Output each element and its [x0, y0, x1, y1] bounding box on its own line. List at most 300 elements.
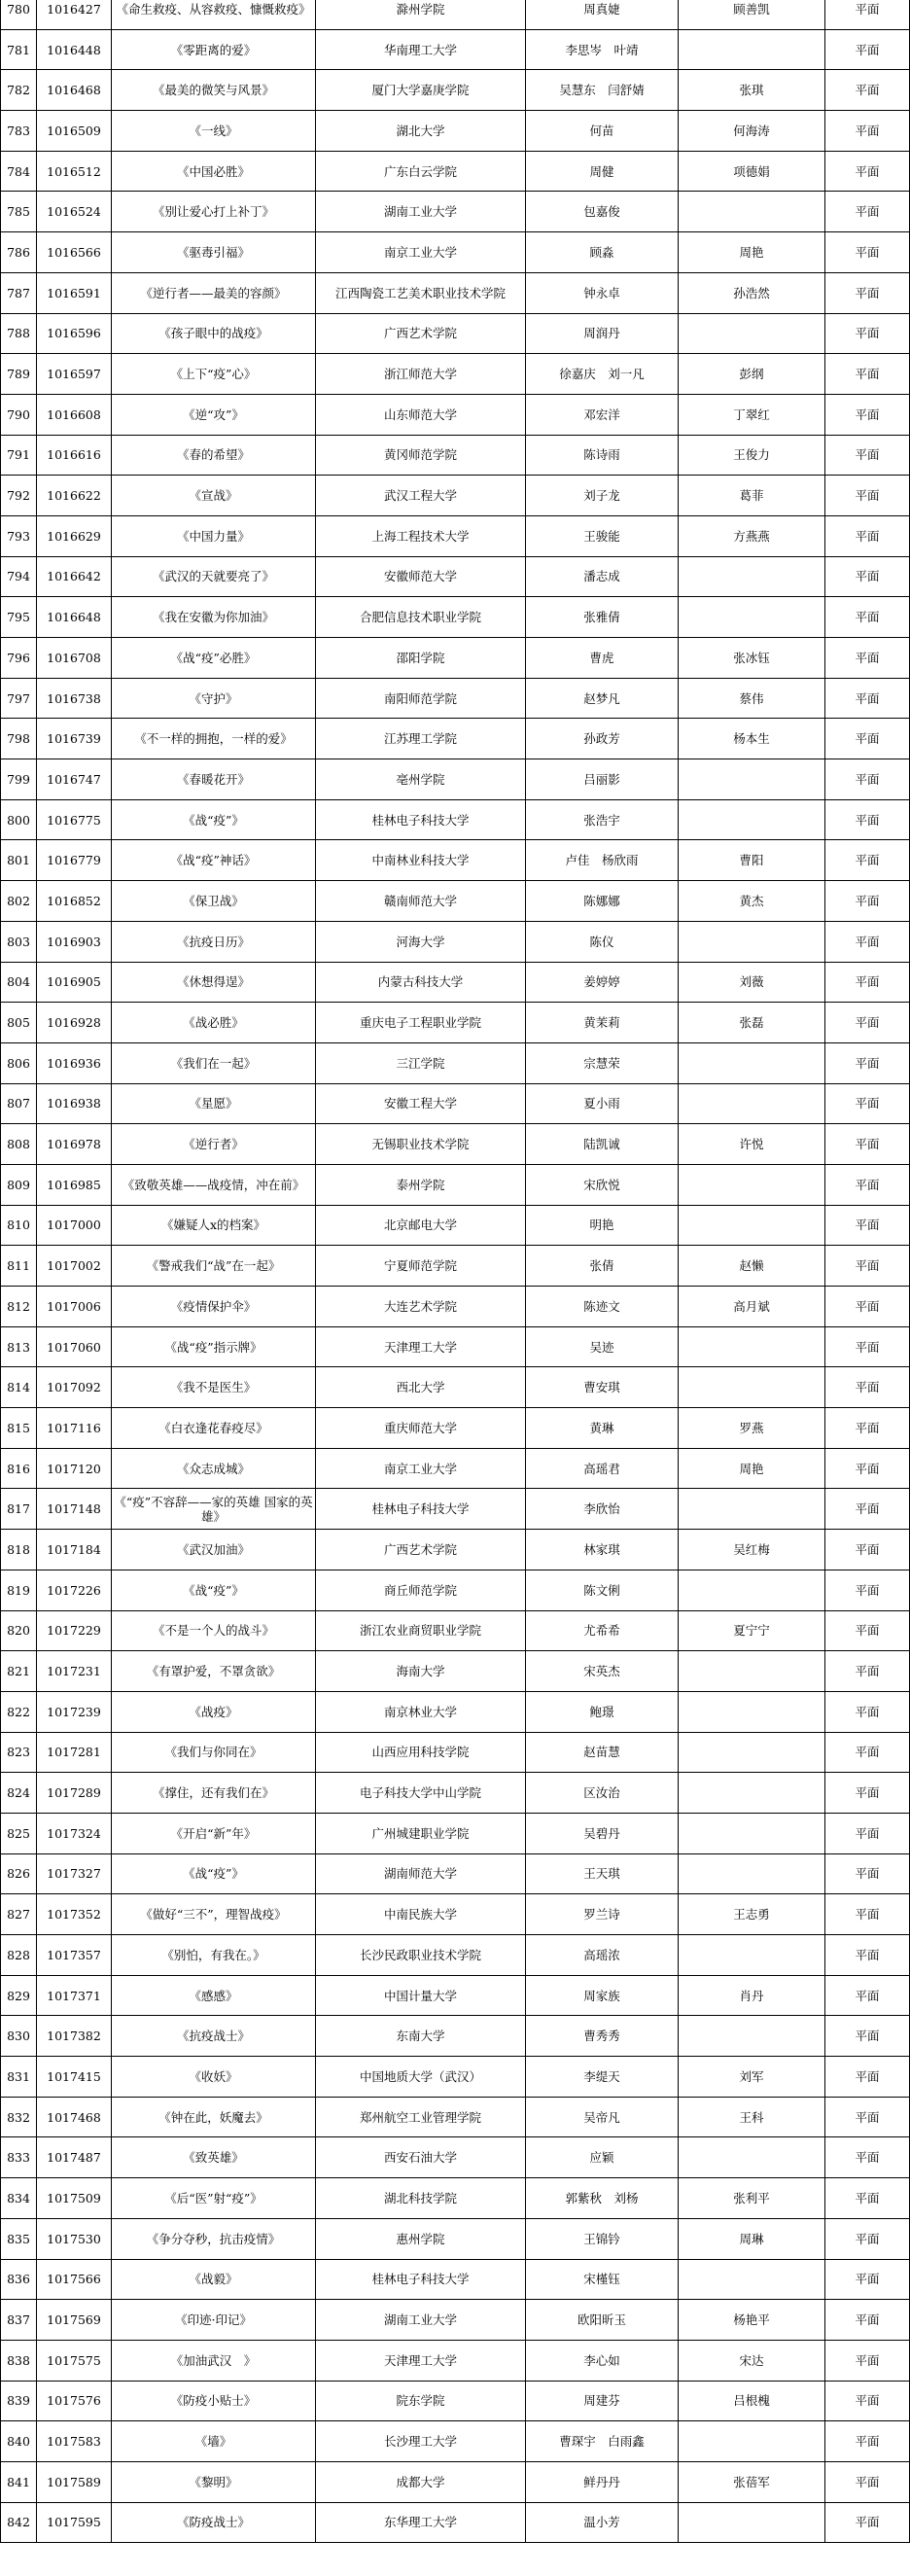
advisor-name: 彭纲	[679, 354, 825, 395]
entry-id: 1016468	[37, 70, 112, 111]
work-title: 《战疫》	[112, 1691, 316, 1732]
advisor-name	[679, 799, 825, 840]
category: 平面	[825, 1246, 910, 1287]
work-title: 《后“医”射“疫”》	[112, 2178, 316, 2219]
author-names: 张倩	[526, 1246, 679, 1287]
advisor-name: 张蓓军	[679, 2461, 825, 2502]
author-names: 曹虎	[526, 638, 679, 679]
author-names: 陆凯诚	[526, 1124, 679, 1165]
school-name: 天津理工大学	[316, 1326, 526, 1367]
school-name: 湖北大学	[316, 111, 526, 152]
table-row	[1, 1935, 910, 1976]
school-name: 湖南工业大学	[316, 2300, 526, 2341]
category: 平面	[825, 1975, 910, 2016]
table-row	[1, 556, 910, 597]
category: 平面	[825, 1813, 910, 1853]
row-number: 830	[1, 2016, 37, 2057]
row-number: 806	[1, 1042, 37, 1083]
school-name: 湖北科技学院	[316, 2178, 526, 2219]
entry-id: 1017148	[37, 1489, 112, 1530]
advisor-name: 周艳	[679, 1448, 825, 1489]
table-row	[1, 2340, 910, 2381]
school-name: 江西陶瓷工艺美术职业技术学院	[316, 272, 526, 313]
school-name: 浙江农业商贸职业学院	[316, 1610, 526, 1651]
row-number: 793	[1, 515, 37, 556]
work-title: 《星愿》	[112, 1083, 316, 1124]
work-title: 《致敬英雄——战疫情，冲在前》	[112, 1164, 316, 1205]
school-name: 安徽师范大学	[316, 556, 526, 597]
row-number: 787	[1, 272, 37, 313]
entry-id: 1017006	[37, 1287, 112, 1327]
table-row	[1, 1164, 910, 1205]
advisor-name: 张冰钰	[679, 638, 825, 679]
entry-id: 1016936	[37, 1042, 112, 1083]
row-number: 839	[1, 2381, 37, 2421]
author-names: 吴帝凡	[526, 2097, 679, 2137]
work-title: 《最美的微笑与风景》	[112, 70, 316, 111]
advisor-name	[679, 1935, 825, 1976]
work-title: 《战“疫”》	[112, 1853, 316, 1894]
row-number: 796	[1, 638, 37, 679]
row-number: 807	[1, 1083, 37, 1124]
school-name: 商丘师范学院	[316, 1570, 526, 1610]
school-name: 无锡职业技术学院	[316, 1124, 526, 1165]
row-number: 811	[1, 1246, 37, 1287]
category: 平面	[825, 597, 910, 638]
row-number: 798	[1, 719, 37, 759]
work-title: 《春暖花开》	[112, 759, 316, 800]
advisor-name	[679, 1570, 825, 1610]
table-row	[1, 2016, 910, 2057]
advisor-name	[679, 2137, 825, 2178]
work-title: 《战“疫”必胜》	[112, 638, 316, 679]
entry-id: 1017060	[37, 1326, 112, 1367]
entry-id: 1017226	[37, 1570, 112, 1610]
row-number: 802	[1, 881, 37, 922]
category: 平面	[825, 2137, 910, 2178]
category: 平面	[825, 394, 910, 435]
school-name: 江苏理工学院	[316, 719, 526, 759]
work-title: 《撑住，还有我们在》	[112, 1773, 316, 1814]
table-row	[1, 272, 910, 313]
advisor-name: 曹阳	[679, 840, 825, 881]
school-name: 湖南师范大学	[316, 1853, 526, 1894]
row-number: 836	[1, 2259, 37, 2300]
row-number: 841	[1, 2461, 37, 2502]
author-names: 钟永卓	[526, 272, 679, 313]
school-name: 湖南工业大学	[316, 192, 526, 232]
entry-id: 1016509	[37, 111, 112, 152]
row-number: 837	[1, 2300, 37, 2341]
author-names: 温小芳	[526, 2502, 679, 2543]
school-name: 浙江师范大学	[316, 354, 526, 395]
entry-id: 1017371	[37, 1975, 112, 2016]
author-names: 明艳	[526, 1205, 679, 1246]
row-number: 825	[1, 1813, 37, 1853]
author-names: 陈诗雨	[526, 435, 679, 476]
work-title: 《我在安徽为你加油》	[112, 597, 316, 638]
row-number: 801	[1, 840, 37, 881]
work-title: 《感感》	[112, 1975, 316, 2016]
work-title: 《零距离的爱》	[112, 29, 316, 70]
category: 平面	[825, 556, 910, 597]
school-name: 南京工业大学	[316, 1448, 526, 1489]
category: 平面	[825, 638, 910, 679]
table-row	[1, 2259, 910, 2300]
advisor-name	[679, 313, 825, 354]
category: 平面	[825, 2300, 910, 2341]
author-names: 王骏能	[526, 515, 679, 556]
advisor-name	[679, 1083, 825, 1124]
advisor-name	[679, 1367, 825, 1408]
advisor-name: 杨本生	[679, 719, 825, 759]
entry-id: 1017530	[37, 2218, 112, 2259]
advisor-name: 周艳	[679, 232, 825, 273]
category: 平面	[825, 272, 910, 313]
row-number: 840	[1, 2421, 37, 2462]
school-name: 东南大学	[316, 2016, 526, 2057]
work-title: 《印迹·印记》	[112, 2300, 316, 2341]
advisor-name: 杨艳平	[679, 2300, 825, 2341]
row-number: 819	[1, 1570, 37, 1610]
table-row	[1, 759, 910, 800]
row-number: 833	[1, 2137, 37, 2178]
category: 平面	[825, 840, 910, 881]
author-names: 吴迹	[526, 1326, 679, 1367]
entry-id: 1017000	[37, 1205, 112, 1246]
author-names: 吕丽影	[526, 759, 679, 800]
category: 平面	[825, 476, 910, 516]
category: 平面	[825, 1773, 910, 1814]
work-title: 《上下“疫”心》	[112, 354, 316, 395]
entry-id: 1017002	[37, 1246, 112, 1287]
school-name: 惠州学院	[316, 2218, 526, 2259]
table-row	[1, 151, 910, 192]
author-names: 赵梦凡	[526, 678, 679, 719]
row-number: 831	[1, 2057, 37, 2098]
advisor-name: 项德娟	[679, 151, 825, 192]
table-row	[1, 394, 910, 435]
category: 平面	[825, 1732, 910, 1773]
author-names: 卢佳 杨欣雨	[526, 840, 679, 881]
row-number: 790	[1, 394, 37, 435]
school-name: 海南大学	[316, 1651, 526, 1692]
work-title: 《不一样的拥抱，一样的爱》	[112, 719, 316, 759]
author-names: 曹琛宇 白雨鑫	[526, 2421, 679, 2462]
row-number: 794	[1, 556, 37, 597]
work-title: 《嫌疑人x的档案》	[112, 1205, 316, 1246]
work-title: 《黎明》	[112, 2461, 316, 2502]
table-row	[1, 2218, 910, 2259]
table-row	[1, 354, 910, 395]
table-row	[1, 29, 910, 70]
table-row	[1, 1894, 910, 1935]
entry-id: 1017595	[37, 2502, 112, 2543]
table-row	[1, 1651, 910, 1692]
author-names: 赵苗慧	[526, 1732, 679, 1773]
author-names: 尤希希	[526, 1610, 679, 1651]
table-row	[1, 1732, 910, 1773]
row-number: 797	[1, 678, 37, 719]
category: 平面	[825, 435, 910, 476]
advisor-name: 赵懒	[679, 1246, 825, 1287]
table-row	[1, 799, 910, 840]
author-names: 徐嘉庆 刘一凡	[526, 354, 679, 395]
entry-id: 1017184	[37, 1530, 112, 1570]
row-number: 788	[1, 313, 37, 354]
author-names: 陈仪	[526, 921, 679, 962]
author-names: 吴慧东 闫舒婧	[526, 70, 679, 111]
advisor-name	[679, 597, 825, 638]
category: 平面	[825, 2421, 910, 2462]
table-row	[1, 2461, 910, 2502]
entry-id: 1017569	[37, 2300, 112, 2341]
entry-id: 1017357	[37, 1935, 112, 1976]
row-number: 799	[1, 759, 37, 800]
category: 平面	[825, 1935, 910, 1976]
row-number: 820	[1, 1610, 37, 1651]
work-title: 《中国必胜》	[112, 151, 316, 192]
advisor-name: 蔡伟	[679, 678, 825, 719]
category: 平面	[825, 759, 910, 800]
row-number: 818	[1, 1530, 37, 1570]
row-number: 826	[1, 1853, 37, 1894]
work-title: 《钟在此，妖魔去》	[112, 2097, 316, 2137]
row-number: 834	[1, 2178, 37, 2219]
advisor-name: 张琪	[679, 70, 825, 111]
work-title: 《加油武汉 》	[112, 2340, 316, 2381]
entry-id: 1016427	[37, 0, 112, 29]
entry-id: 1017229	[37, 1610, 112, 1651]
school-name: 三江学院	[316, 1042, 526, 1083]
school-name: 西安石油大学	[316, 2137, 526, 2178]
school-name: 广州城建职业学院	[316, 1813, 526, 1853]
advisor-name	[679, 1489, 825, 1530]
table-row	[1, 2057, 910, 2098]
advisor-name	[679, 921, 825, 962]
table-row	[1, 515, 910, 556]
work-title: 《休想得逞》	[112, 962, 316, 1003]
row-number: 795	[1, 597, 37, 638]
school-name: 安徽工程大学	[316, 1083, 526, 1124]
advisor-name	[679, 1732, 825, 1773]
row-number: 815	[1, 1408, 37, 1449]
table-row	[1, 1975, 910, 2016]
row-number: 832	[1, 2097, 37, 2137]
table-row	[1, 313, 910, 354]
advisor-name	[679, 1205, 825, 1246]
school-name: 重庆师范大学	[316, 1408, 526, 1449]
table-row	[1, 1773, 910, 1814]
table-row	[1, 2300, 910, 2341]
category: 平面	[825, 1570, 910, 1610]
author-names: 林家琪	[526, 1530, 679, 1570]
school-name: 广东白云学院	[316, 151, 526, 192]
row-number: 829	[1, 1975, 37, 2016]
author-names: 周家族	[526, 1975, 679, 2016]
school-name: 广西艺术学院	[316, 313, 526, 354]
author-names: 邓宏洋	[526, 394, 679, 435]
work-title: 《战“疫”神话》	[112, 840, 316, 881]
entry-id: 1016978	[37, 1124, 112, 1165]
category: 平面	[825, 151, 910, 192]
work-title: 《春的希望》	[112, 435, 316, 476]
category: 平面	[825, 799, 910, 840]
author-names: 高瑶浓	[526, 1935, 679, 1976]
work-title: 《战“疫”》	[112, 799, 316, 840]
author-names: 宋槿钰	[526, 2259, 679, 2300]
entry-id: 1017289	[37, 1773, 112, 1814]
advisor-name: 高月斌	[679, 1287, 825, 1327]
table-row	[1, 2137, 910, 2178]
entry-id: 1016852	[37, 881, 112, 922]
award-list-body	[1, 0, 910, 2543]
category: 平面	[825, 1083, 910, 1124]
advisor-name	[679, 1691, 825, 1732]
advisor-name: 罗燕	[679, 1408, 825, 1449]
category: 平面	[825, 2097, 910, 2137]
work-title: 《“疫”不容辞——家的英雄 国家的英雄》	[112, 1489, 316, 1530]
row-number: 822	[1, 1691, 37, 1732]
entry-id: 1017487	[37, 2137, 112, 2178]
table-row	[1, 1246, 910, 1287]
school-name: 邵阳学院	[316, 638, 526, 679]
school-name: 南阳师范学院	[316, 678, 526, 719]
table-row	[1, 70, 910, 111]
school-name: 中南民族大学	[316, 1894, 526, 1935]
entry-id: 1016591	[37, 272, 112, 313]
entry-id: 1017583	[37, 2421, 112, 2462]
advisor-name: 刘薇	[679, 962, 825, 1003]
work-title: 《一线》	[112, 111, 316, 152]
category: 平面	[825, 2381, 910, 2421]
school-name: 厦门大学嘉庚学院	[316, 70, 526, 111]
school-name: 院东学院	[316, 2381, 526, 2421]
row-number: 824	[1, 1773, 37, 1814]
work-title: 《致英雄》	[112, 2137, 316, 2178]
author-names: 姜婷婷	[526, 962, 679, 1003]
author-names: 周真婕	[526, 0, 679, 29]
entry-id: 1016524	[37, 192, 112, 232]
work-title: 《抗疫战士》	[112, 2016, 316, 2057]
school-name: 河海大学	[316, 921, 526, 962]
row-number: 786	[1, 232, 37, 273]
row-number: 812	[1, 1287, 37, 1327]
row-number: 791	[1, 435, 37, 476]
category: 平面	[825, 192, 910, 232]
category: 平面	[825, 881, 910, 922]
work-title: 《警戒我们“战”在一起》	[112, 1246, 316, 1287]
advisor-name: 方燕燕	[679, 515, 825, 556]
author-names: 李缇天	[526, 2057, 679, 2098]
work-title: 《我不是医生》	[112, 1367, 316, 1408]
school-name: 内蒙古科技大学	[316, 962, 526, 1003]
category: 平面	[825, 29, 910, 70]
category: 平面	[825, 2178, 910, 2219]
advisor-name: 周琳	[679, 2218, 825, 2259]
category: 平面	[825, 515, 910, 556]
row-number: 800	[1, 799, 37, 840]
author-names: 黄琳	[526, 1408, 679, 1449]
category: 平面	[825, 1530, 910, 1570]
school-name: 桂林电子科技大学	[316, 2259, 526, 2300]
work-title: 《命生救疫、从容救疫、慷慨救疫》	[112, 0, 316, 29]
category: 平面	[825, 1124, 910, 1165]
work-title: 《开启“新”年》	[112, 1813, 316, 1853]
entry-id: 1017239	[37, 1691, 112, 1732]
work-title: 《逆行者》	[112, 1124, 316, 1165]
table-row	[1, 2381, 910, 2421]
school-name: 西北大学	[316, 1367, 526, 1408]
advisor-name: 刘军	[679, 2057, 825, 2098]
work-title: 《战必胜》	[112, 1003, 316, 1043]
work-title: 《守护》	[112, 678, 316, 719]
entry-id: 1016747	[37, 759, 112, 800]
row-number: 785	[1, 192, 37, 232]
entry-id: 1017281	[37, 1732, 112, 1773]
work-title: 《武汉加油》	[112, 1530, 316, 1570]
school-name: 大连艺术学院	[316, 1287, 526, 1327]
advisor-name	[679, 2016, 825, 2057]
entry-id: 1017468	[37, 2097, 112, 2137]
table-row	[1, 1489, 910, 1530]
entry-id: 1016928	[37, 1003, 112, 1043]
work-title: 《孩子眼中的战疫》	[112, 313, 316, 354]
row-number: 817	[1, 1489, 37, 1530]
author-names: 陈娜娜	[526, 881, 679, 922]
row-number: 789	[1, 354, 37, 395]
author-names: 宗慧荣	[526, 1042, 679, 1083]
table-row	[1, 1287, 910, 1327]
entry-id: 1016596	[37, 313, 112, 354]
entry-id: 1016738	[37, 678, 112, 719]
category: 平面	[825, 1287, 910, 1327]
work-title: 《防疫战士》	[112, 2502, 316, 2543]
row-number: 813	[1, 1326, 37, 1367]
row-number: 783	[1, 111, 37, 152]
category: 平面	[825, 111, 910, 152]
work-title: 《驱毒引福》	[112, 232, 316, 273]
advisor-name: 王志勇	[679, 1894, 825, 1935]
category: 平面	[825, 1408, 910, 1449]
author-names: 周健	[526, 151, 679, 192]
table-row	[1, 1813, 910, 1853]
author-names: 曹秀秀	[526, 2016, 679, 2057]
advisor-name: 王科	[679, 2097, 825, 2137]
table-row	[1, 1003, 910, 1043]
category: 平面	[825, 921, 910, 962]
author-names: 王锦钤	[526, 2218, 679, 2259]
entry-id: 1016512	[37, 151, 112, 192]
advisor-name	[679, 1042, 825, 1083]
row-number: 821	[1, 1651, 37, 1692]
work-title: 《做好“三不”，理智战疫》	[112, 1894, 316, 1935]
entry-id: 1016903	[37, 921, 112, 962]
row-number: 808	[1, 1124, 37, 1165]
category: 平面	[825, 2016, 910, 2057]
work-title: 《逆行者——最美的容颜》	[112, 272, 316, 313]
table-row	[1, 111, 910, 152]
table-row	[1, 1042, 910, 1083]
entry-id: 1016608	[37, 394, 112, 435]
advisor-name	[679, 1326, 825, 1367]
author-names: 刘子龙	[526, 476, 679, 516]
school-name: 北京邮电大学	[316, 1205, 526, 1246]
author-names: 周建芬	[526, 2381, 679, 2421]
author-names: 陈文俐	[526, 1570, 679, 1610]
school-name: 合肥信息技术职业学院	[316, 597, 526, 638]
advisor-name: 张磊	[679, 1003, 825, 1043]
